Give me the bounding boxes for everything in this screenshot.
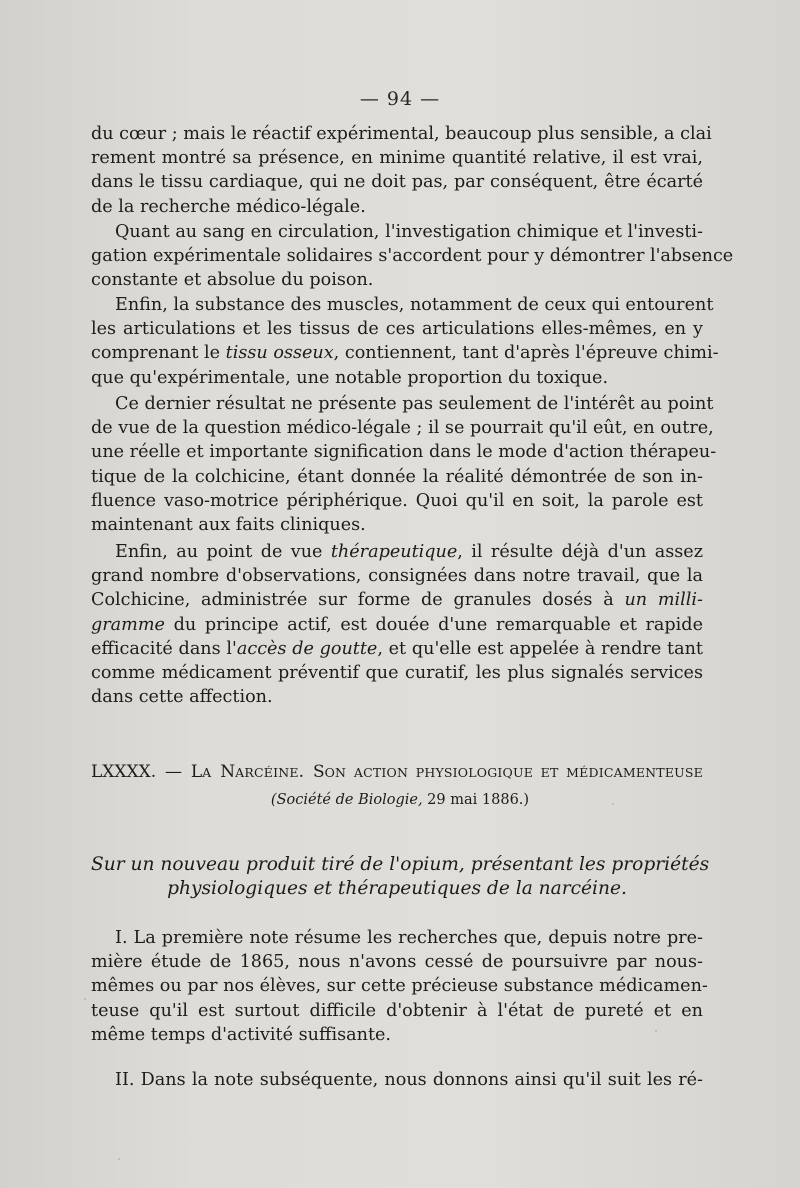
source-date: 29 mai 1886.): [422, 792, 530, 808]
text-line: [91, 540, 703, 564]
heading-number: LXXXX. — L: [91, 762, 203, 782]
text-line: [91, 588, 703, 612]
italic-term: un milli-: [624, 590, 704, 611]
text-line: les articulations et les tissus de ces articulations elles-mêmes, en y: [91, 319, 703, 340]
paragraph-part-two: [91, 1068, 703, 1092]
text-line: maintenant aux faits cliniques.: [91, 514, 366, 535]
text-line: de vue de la question médico-légale ; il se pourrait qu'il eût, en outre,: [91, 418, 714, 439]
section-source: [0, 792, 800, 808]
italic-term: thérapeutique: [330, 542, 458, 562]
paragraph-muscles: [91, 293, 719, 390]
text-line: comme médicament préventif que curatif, les plus signalés services: [91, 662, 703, 683]
paper-speck: [118, 1158, 120, 1160]
subtitle-line: physiologiques et thérapeutiques de la narcéine.: [167, 878, 627, 900]
paper-speck: [612, 803, 614, 805]
paragraph-result: [91, 392, 717, 537]
text-segment: Colchicine, administrée sur forme de granules dosés à: [91, 590, 625, 611]
text-line: rement montré sa présence, en minime quantité relative, il est vrai,: [91, 148, 703, 169]
text-line: I. La première note résume les recherches que, depuis notre pre-: [115, 928, 703, 948]
heading-small-caps: A: [202, 765, 212, 780]
text-segment: , contiennent, tant d'après l'épreuve chimi-: [333, 343, 719, 364]
text-line: mêmes ou par nos élèves, sur cette précieuse substance médicamen-: [91, 976, 708, 997]
text-line: une réelle et importante signification dans le mode d'action thérapeu-: [91, 442, 717, 463]
text-line: tique de la colchicine, étant donnée la réalité démontrée de son in-: [91, 466, 703, 487]
text-line: Enfin, la substance des muscles, notamment de ceux qui entourent: [115, 295, 714, 315]
text-line: fluence vaso-motrice périphérique. Quoi qu'il en soit, la parole est: [91, 490, 703, 511]
text-segment: comprenant le: [91, 343, 226, 364]
text-line: gation expérimentale solidaires s'accordent pour y démontrer l'absence: [91, 246, 734, 267]
text-line: de la recherche médico-légale.: [91, 196, 366, 217]
text-line: [91, 613, 703, 637]
text-line: [91, 341, 719, 365]
text-line: même temps d'activité suffisante.: [91, 1024, 392, 1045]
text-line: constante et absolue du poison.: [91, 270, 374, 291]
text-line: du cœur ; mais le réactif expérimental, beaucoup plus sensible, a clai: [91, 124, 712, 144]
section-heading: [91, 762, 703, 782]
text-segment: , il résulte déjà d'un assez: [457, 542, 703, 562]
paragraph-continuation: [91, 122, 712, 219]
paper-speck: [84, 998, 86, 1000]
heading-cap: . S: [298, 762, 325, 782]
paragraph-blood: [91, 220, 734, 293]
text-line: [91, 637, 703, 661]
text-line: grand nombre d'observations, consignées dans notre travail, que la: [91, 566, 703, 587]
paragraph-part-one: [91, 926, 708, 1047]
italic-term: tissu osseux: [225, 343, 334, 364]
source-society: (Société de Biologie,: [270, 792, 423, 808]
text-line: mière étude de 1865, nous n'avons cessé de poursuivre par nous-: [91, 952, 703, 973]
paragraph-therapeutic: [91, 540, 703, 709]
article-subtitle: [91, 852, 710, 901]
text-line: dans cette affection.: [91, 687, 273, 708]
italic-term: accès de goutte: [236, 638, 378, 659]
page-number: — 94 —: [359, 88, 441, 110]
heading-small-caps: ARCÉINE: [235, 765, 299, 780]
text-line: Ce dernier résultat ne présente pas seulement de l'intérêt au point: [115, 394, 714, 414]
text-line: Quant au sang en circulation, l'investigation chimique et l'investi-: [115, 222, 703, 242]
paper-speck: [655, 1030, 657, 1032]
text-line: que qu'expérimentale, une notable proportion du toxique.: [91, 367, 609, 388]
subtitle-line: Sur un nouveau produit tiré de l'opium, présentant les propriétés: [91, 854, 710, 875]
text-segment: du principe actif, est douée d'une remarquable et rapide: [164, 614, 703, 635]
italic-term: gramme: [91, 614, 165, 635]
text-line: II. Dans la note subséquente, nous donnons ainsi qu'il suit les ré-: [115, 1070, 703, 1090]
text-line: dans le tissu cardiaque, qui ne doit pas, par conséquent, être écarté: [91, 172, 703, 193]
text-segment: Enfin, au point de vue: [115, 542, 331, 562]
text-segment: efficacité dans l': [91, 638, 237, 659]
text-line: teuse qu'il est surtout difficile d'obtenir à l'état de pureté et en: [91, 1000, 703, 1021]
heading-cap: N: [211, 762, 236, 782]
text-segment: , et qu'elle est appelée à rendre tant: [377, 638, 703, 659]
heading-small-caps: ON ACTION PHYSIOLOGIQUE ET MÉDICAMENTEUSE: [324, 765, 703, 780]
